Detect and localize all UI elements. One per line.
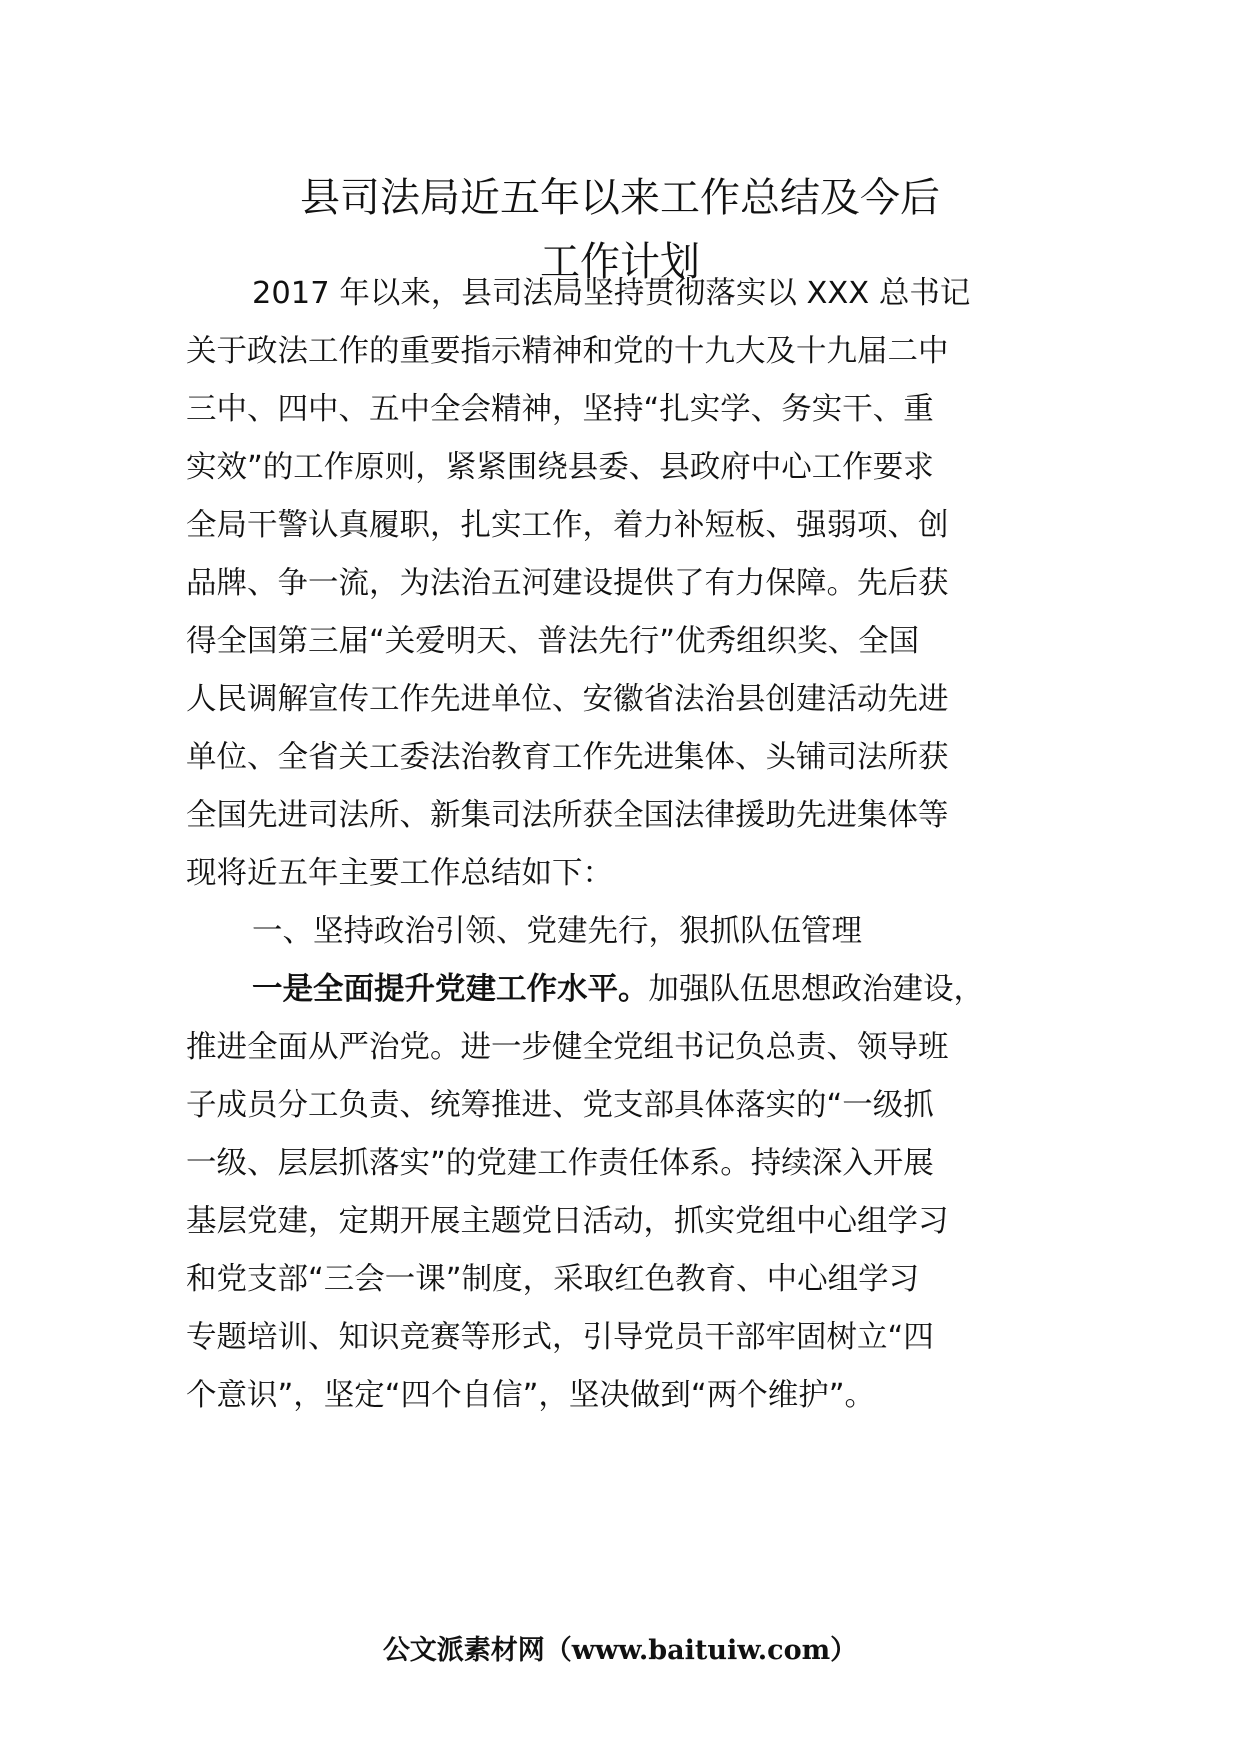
body-line: 2017 年以来，县司法局坚持贯彻落实以 XXX 总书记 <box>252 276 971 311</box>
body-line: 子成员分工负责、统筹推进、党支部具体落实的“一级抓 <box>186 1088 934 1123</box>
bold-para-rest: 加强队伍思想政治建设， <box>648 972 984 1007</box>
body-line: 一级、层层抓落实”的党建工作责任体系。持续深入开展 <box>186 1146 934 1181</box>
body-line: 实效”的工作原则，紧紧围绕县委、县政府中心工作要求 <box>186 450 934 485</box>
body-line: 关于政法工作的重要指示精神和党的十九大及十九届二中 <box>186 334 949 369</box>
body-line: 品牌、争一流，为法治五河建设提供了有力保障。先后获 <box>186 566 949 601</box>
body-line: 人民调解宣传工作先进单位、安徽省法治县创建活动先进 <box>186 682 949 717</box>
body-line: 全局干警认真履职，扎实工作，着力补短板、强弱项、创 <box>186 508 949 543</box>
body-line: 基层党建，定期开展主题党日活动，抓实党组中心组学习 <box>186 1204 949 1239</box>
body-line: 三中、四中、五中全会精神，坚持“扎实学、务实干、重 <box>186 392 934 427</box>
body-line: 全国先进司法所、新集司法所获全国法律援助先进集体等 <box>186 798 949 833</box>
body-line: 推进全面从严治党。进一步健全党组书记负总责、领导班 <box>186 1030 949 1065</box>
bold-lead-text: 一是全面提升党建工作水平。 <box>252 972 649 1007</box>
footer-watermark: 公文派素材网（www.baituiw.com） <box>382 1635 858 1666</box>
body-line: 得全国第三届“关爱明天、普法先行”优秀组织奖、全国 <box>186 624 920 659</box>
body-line: 专题培训、知识竞赛等形式，引导党员干部牢固树立“四 <box>186 1320 934 1355</box>
bold-paragraph-line <box>252 970 984 1010</box>
body-line: 个意识”，坚定“四个自信”，坚决做到“两个维护”。 <box>186 1378 876 1413</box>
body-line: 现将近五年主要工作总结如下： <box>186 856 613 891</box>
section-heading: 一、坚持政治引领、党建先行，狠抓队伍管理 <box>252 914 862 949</box>
body-line: 和党支部“三会一课”制度，采取红色教育、中心组学习 <box>186 1262 920 1297</box>
document-title-line-1: 县司法局近五年以来工作总结及今后 <box>300 175 940 221</box>
body-line: 单位、全省关工委法治教育工作先进集体、头铺司法所获 <box>186 740 949 775</box>
document-title-line-2: 工作计划 <box>540 239 700 285</box>
